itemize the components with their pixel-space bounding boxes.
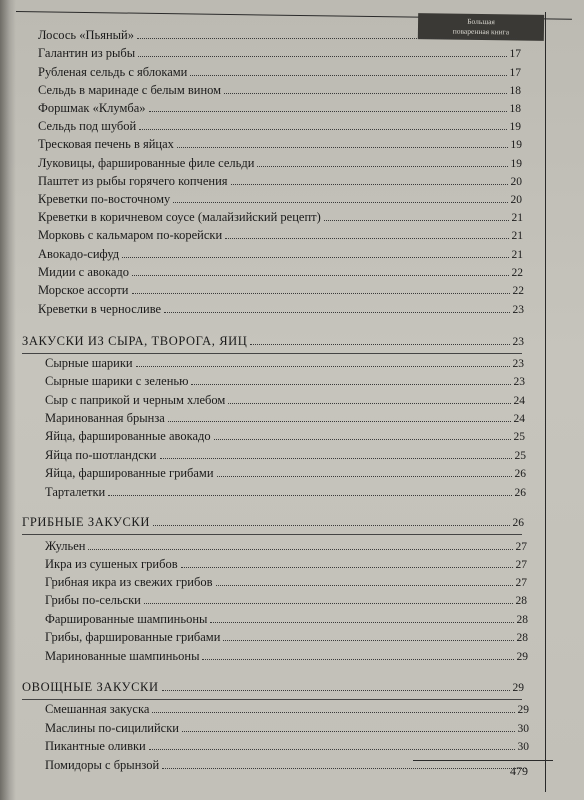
entry-title: Помидоры с брынзой [45,758,160,772]
page-ref: 22 [511,267,523,279]
toc-entry [45,630,528,648]
toc-entry [45,539,527,557]
leader-dots [168,412,511,422]
leader-dots [214,430,511,440]
toc-entry [45,356,524,374]
page-ref: 24 [513,395,525,407]
toc-entry [38,192,522,210]
leader-dots [149,740,515,750]
entry-title: Лосось «Пьяный» [38,28,134,42]
section-heading [22,680,524,698]
toc-entry [38,228,523,246]
leader-dots [136,357,510,367]
page-ref: 30 [517,723,529,735]
page-ref: 27 [515,559,527,571]
toc-entry [45,575,527,593]
bottom-rule [413,760,553,761]
toc-entry [45,593,527,611]
toc-entry [45,649,528,667]
toc-entry [45,448,526,466]
page-ref: 20 [510,194,522,206]
entry-title: Грибы по-сельски [45,593,141,607]
toc-entry [45,411,525,429]
page-ref: 26 [514,468,526,480]
page-ref: 23 [512,336,524,348]
page-ref: 24 [513,413,525,425]
page-ref: 25 [514,450,526,462]
toc-entry [45,466,526,484]
page-ref: 23 [513,376,525,388]
leader-dots [144,594,513,604]
leader-dots [224,84,506,94]
toc-entry [45,721,529,739]
page-ref: 19 [510,158,522,170]
toc-entry [45,612,528,630]
leader-dots [225,229,508,239]
page-ref: 29 [512,682,524,694]
page-ref: 23 [512,358,524,370]
page-number: 479 [510,764,528,778]
toc-entry [45,702,529,720]
book-title-line2: поваренная книга [452,26,510,37]
leader-dots [164,303,509,313]
section-title: ГРИБНЫЕ ЗАКУСКИ [22,515,151,529]
leader-dots [182,722,515,732]
toc-entry [38,46,521,64]
leader-dots [177,138,508,148]
page-ref: 23 [512,304,524,316]
leader-dots [257,157,507,167]
leader-dots [152,703,514,713]
section-heading [22,515,524,533]
page-ref: 18 [509,103,521,115]
entry-title: Форшмак «Клумба» [38,101,146,115]
page-ref: 29 [516,651,528,663]
page-ref: 21 [511,230,523,242]
page-ref: 21 [511,249,523,261]
leader-dots [228,394,510,404]
leader-dots [139,120,506,130]
entry-title: Креветки по-восточному [38,192,171,206]
leader-dots [132,266,509,276]
leader-dots [160,449,512,459]
entry-title: Креветки в черносливе [38,302,162,316]
leader-dots [149,102,507,112]
page-ref: 18 [509,85,521,97]
leader-dots [191,375,510,385]
toc-entry [38,265,523,283]
entry-title: Сельдь под шубой [38,119,137,133]
page-ref: 20 [510,176,522,188]
page-ref: 19 [509,121,521,133]
page-ref: 28 [516,632,528,644]
page-ref: 26 [512,517,524,529]
leader-dots [137,29,517,39]
toc-entry [38,283,524,301]
entry-title: Морское ассорти [38,283,129,297]
entry-title: Яйца по-шотландски [45,448,157,462]
leader-dots [88,540,512,550]
leader-dots [181,558,513,568]
leader-dots [250,335,509,345]
page-ref: 22 [512,285,524,297]
entry-title: Сыр с паприкой и черным хлебом [45,393,226,407]
entry-title: Рубленая сельдь с яблоками [38,65,188,79]
entry-title: Креветки в коричневом соусе (малайзийский рецепт) [38,210,321,224]
leader-dots [132,284,510,294]
entry-title: Яйца, фаршированные авокадо [45,429,211,443]
entry-title: Фаршированные шампиньоны [45,612,208,626]
entry-title: Жульен [45,539,86,553]
toc-entry [38,65,521,83]
toc-entry [38,83,521,101]
entry-title: Смешанная закуска [45,702,150,716]
book-title-line1: Большая [467,16,495,27]
leader-dots [217,467,512,477]
entry-title: Мидии с авокадо [38,265,129,279]
entry-title: Грибы, фаршированные грибами [45,630,221,644]
entry-title: Пикантные оливки [45,739,146,753]
toc-entry [38,101,521,119]
toc-entry [45,393,525,411]
toc-entry [45,374,525,392]
page-ref: 19 [510,139,522,151]
leader-dots [153,516,509,526]
leader-dots [190,66,506,76]
page-ref: 29 [517,704,529,716]
section-rule [22,353,522,354]
entry-title: Морковь с кальмаром по-корейски [38,228,223,242]
toc-entry [38,247,523,265]
page-ref: 21 [511,212,523,224]
toc-entry [38,302,524,320]
entry-title: Тресковая печень в яйцах [38,137,174,151]
section-rule [22,699,522,700]
section-heading [22,334,524,352]
leader-dots [202,650,513,660]
leader-dots [231,175,508,185]
section-title: ОВОЩНЫЕ ЗАКУСКИ [22,680,159,694]
toc-entry [38,137,522,155]
toc-entry [38,174,522,192]
leader-dots [162,681,510,691]
leader-dots [223,631,513,641]
page-ref: 17 [509,48,521,60]
entry-title: Сельдь в маринаде с белым вином [38,83,222,97]
page-ref: 17 [509,67,521,79]
entry-title: Луковицы, фаршированные филе сельди [38,156,255,170]
entry-title: Тарталетки [45,485,106,499]
toc-entry [38,210,523,228]
page-ref: 28 [515,595,527,607]
entry-title: Маслины по-сицилийски [45,721,179,735]
page-ref: 30 [517,741,529,753]
leader-dots [216,576,513,586]
toc-entry [45,557,527,575]
toc-entry [45,429,525,447]
entry-title: Грибная икра из свежих грибов [45,575,213,589]
entry-title: Маринованные шампиньоны [45,649,200,663]
leader-dots [173,193,507,203]
entry-title: Паштет из рыбы горячего копчения [38,174,228,188]
entry-title: Икра из сушеных грибов [45,557,178,571]
section-rule [22,534,522,535]
page-ref: 26 [514,487,526,499]
entry-title: Галантин из рыбы [38,46,136,60]
section-title: ЗАКУСКИ ИЗ СЫРА, ТВОРОГА, ЯИЦ [22,334,248,348]
entry-title: Сырные шарики [45,356,133,370]
leader-dots [210,613,513,623]
toc-entry [45,485,526,503]
entry-title: Яйца, фаршированные грибами [45,466,214,480]
toc-entry [38,28,520,46]
leader-dots [122,248,508,258]
entry-title: Сырные шарики с зеленью [45,374,189,388]
leader-dots [108,486,511,496]
leader-dots [138,47,506,57]
toc-entry [38,119,521,137]
page-ref: 27 [515,577,527,589]
entry-title: Авокадо-сифуд [38,247,120,261]
page-ref: 27 [515,541,527,553]
toc-entry [38,156,522,174]
leader-dots [324,211,509,221]
toc-entry [45,739,529,757]
entry-title: Маринованная брынза [45,411,165,425]
page-ref: 25 [513,431,525,443]
page-ref: 28 [516,614,528,626]
